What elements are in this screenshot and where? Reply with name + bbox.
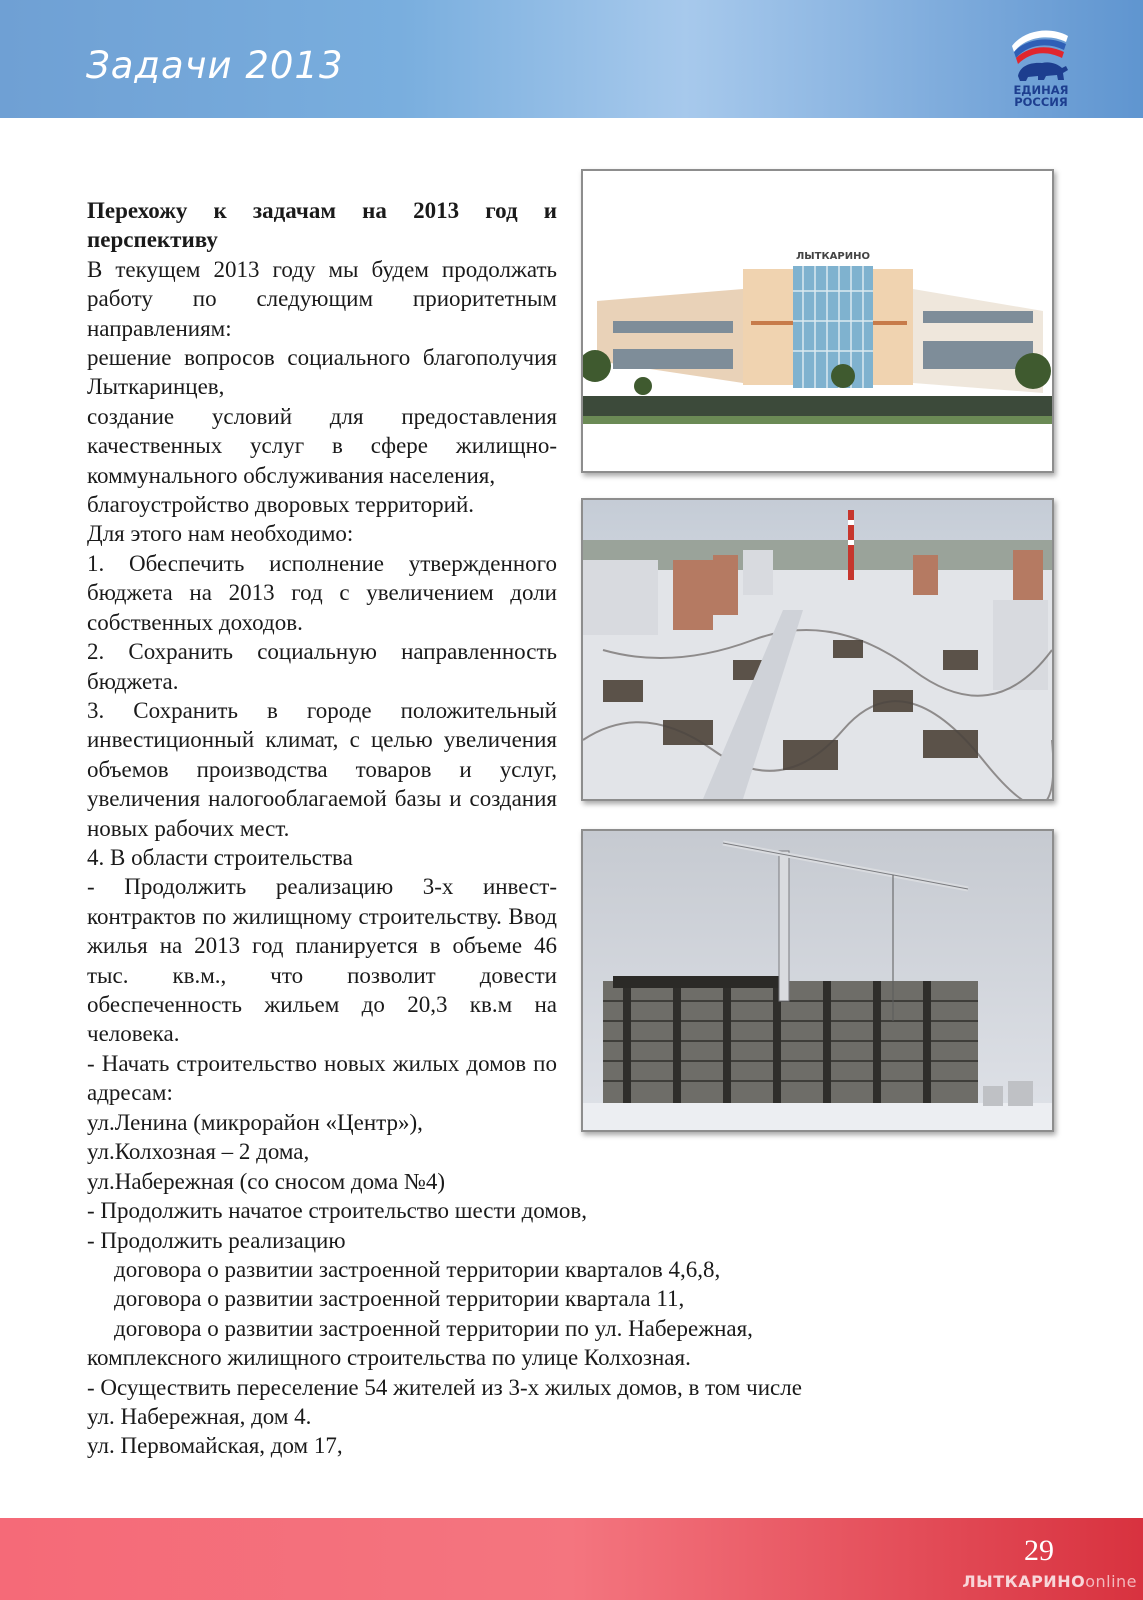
paragraph: решение вопросов социального благополучия Лыткаринцев, <box>87 345 557 400</box>
text-line: ул.Набережная (со сносом дома №4) <box>87 1168 446 1194</box>
text-line: комплексного жилищного строительства по улице Колхозная. <box>87 1345 691 1371</box>
text-line: ул.Колхозная – 2 дома, <box>87 1139 310 1165</box>
logo-text-line2: РОССИЯ <box>1014 95 1068 109</box>
bear-flag-icon <box>1006 26 1076 84</box>
text-line: - Осуществить переселение 54 жителей из 3-х жилых домов, в том числе <box>87 1374 802 1400</box>
watermark-main: ЛЫТКАРИНО <box>962 1572 1086 1591</box>
main-text-wide <box>87 1108 987 1461</box>
paragraph: создание условий для предоставления качественных услуг в сфере жилищно-коммунального обслуживания населения, <box>87 403 557 488</box>
building-sign-text: ЛЫТКАРИНО <box>796 251 870 262</box>
text-line: - Продолжить реализацию <box>87 1227 346 1253</box>
text-line: ул.Ленина (микрорайон «Центр»), <box>87 1110 423 1135</box>
photo-winter-city <box>581 498 1054 801</box>
page-header <box>0 0 1143 118</box>
watermark-suffix: online <box>1085 1572 1137 1591</box>
logo-text-line1: ЕДИНАЯ <box>1013 83 1069 97</box>
united-russia-logo <box>1006 26 1076 112</box>
list-item: 3. Сохранить в городе положительный инвестиционный климат, с целью увеличения объемов производства товаров и услуг, увеличения налогооблагаемой базы и создания новых рабочих мест. <box>87 697 557 841</box>
list-item: 4. В области строительства <box>87 844 353 870</box>
text-line: ул. Первомайская, дом 17, <box>87 1433 343 1459</box>
site-watermark <box>962 1572 1137 1591</box>
photo-sports-building <box>581 169 1054 473</box>
text-line: договора о развитии застроенной территории по ул. Набережная, <box>114 1315 753 1341</box>
list-item: 1. Обеспечить исполнение утвержденного бюджета на 2013 год с увеличением доли собственных доходов. <box>87 550 557 635</box>
list-item: - Продолжить реализацию 3-х инвест-контрактов по жилищному строительству. Ввод жилья на 2013 год планируется в объеме 46 тыс. кв.м., что позволит довести обеспеченность жильем до 20,3 кв.м на человека. <box>87 874 557 1047</box>
list-item: - Начать строительство новых жилых домов по адресам: <box>87 1050 557 1106</box>
list-item: 2. Сохранить социальную направленность бюджета. <box>87 639 557 694</box>
page-footer <box>0 1518 1143 1600</box>
text-line: ул. Набережная, дом 4. <box>87 1404 312 1430</box>
paragraph: Для этого нам необходимо: <box>87 521 354 547</box>
text-line: - Продолжить начатое строительство шести домов, <box>87 1198 588 1224</box>
paragraph: В текущем 2013 году мы будем продолжать работу по следующим приоритетным направлениям: <box>87 256 557 341</box>
photo-construction-crane <box>581 829 1054 1132</box>
text-line: договора о развитии застроенной территории квартала 11, <box>114 1286 685 1312</box>
page-title: Задачи 2013 <box>86 44 344 87</box>
page-number: 29 <box>1024 1534 1054 1567</box>
text-line: договора о развитии застроенной территории кварталов 4,6,8, <box>114 1257 721 1283</box>
section-heading: Перехожу к задачам на 2013 год и перспективу <box>87 198 557 253</box>
main-text-column <box>87 196 557 1108</box>
paragraph: благоустройство дворовых территорий. <box>87 492 475 518</box>
